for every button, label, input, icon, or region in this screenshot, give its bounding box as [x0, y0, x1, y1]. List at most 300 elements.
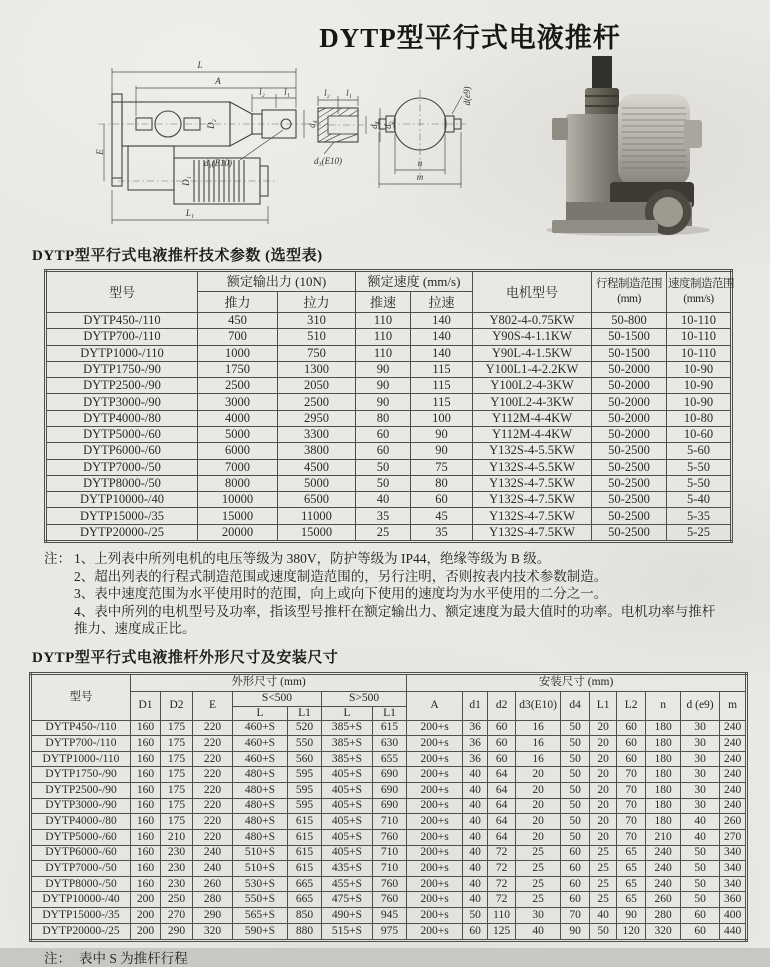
value-cell: 70: [617, 798, 646, 814]
table-row: [31, 798, 747, 814]
model-cell: DYTP2500-/90: [31, 783, 131, 799]
value-cell: 595: [288, 798, 322, 814]
value-cell: 880: [288, 923, 322, 940]
value-cell: 20: [590, 829, 617, 845]
col-header-pull-force: 拉力: [278, 292, 356, 313]
dim-label-l2: l₂: [259, 87, 265, 97]
value-cell: 64: [488, 783, 516, 799]
value-cell: 60: [356, 443, 411, 459]
value-cell: 50: [561, 720, 590, 736]
value-cell: 550+S: [233, 892, 288, 908]
value-cell: 20000: [198, 524, 278, 541]
value-cell: 455+S: [322, 876, 373, 892]
value-cell: 200+s: [407, 861, 463, 877]
value-cell: 36: [463, 751, 488, 767]
value-cell: 460+S: [233, 736, 288, 752]
table-row: [46, 345, 732, 361]
value-cell: 40: [463, 767, 488, 783]
value-cell: 10-90: [667, 361, 732, 377]
value-cell: 40: [463, 829, 488, 845]
value-cell: 710: [373, 861, 407, 877]
value-cell: Y132S-4-5.5KW: [473, 459, 592, 475]
dim-label-l1: l₁: [284, 87, 290, 97]
col2-header-L1: L1: [590, 691, 617, 720]
dim-label-m: m: [416, 172, 424, 182]
value-cell: 11000: [278, 508, 356, 524]
value-cell: 10-80: [667, 410, 732, 426]
value-cell: 405+S: [322, 767, 373, 783]
col2-header-install: 安装尺寸 (mm): [407, 673, 747, 691]
value-cell: 240: [193, 845, 233, 861]
value-cell: 80: [356, 410, 411, 426]
value-cell: 90: [411, 443, 473, 459]
col2-header-L1-lt: L1: [288, 706, 322, 720]
value-cell: 240: [720, 798, 747, 814]
value-cell: 5000: [278, 475, 356, 491]
value-cell: 515+S: [322, 923, 373, 940]
value-cell: 340: [720, 876, 747, 892]
value-cell: 20: [590, 783, 617, 799]
value-cell: 200+s: [407, 814, 463, 830]
value-cell: 20: [590, 751, 617, 767]
value-cell: 25: [516, 892, 561, 908]
value-cell: 60: [488, 720, 516, 736]
col-header-rated-speed: 额定速度 (mm/s): [356, 271, 473, 292]
value-cell: 50: [561, 798, 590, 814]
value-cell: 20: [516, 783, 561, 799]
value-cell: 850: [288, 908, 322, 924]
value-cell: 240: [720, 720, 747, 736]
value-cell: 115: [411, 361, 473, 377]
value-cell: 60: [617, 751, 646, 767]
value-cell: Y132S-4-7.5KW: [473, 475, 592, 491]
value-cell: 340: [720, 861, 747, 877]
table-row: [31, 829, 747, 845]
value-cell: 20: [590, 720, 617, 736]
col2-header-L-lt: L: [233, 706, 288, 720]
value-cell: 220: [193, 767, 233, 783]
value-cell: 160: [131, 829, 161, 845]
value-cell: 70: [561, 908, 590, 924]
dim-label-d2: d₂: [383, 121, 393, 129]
value-cell: 60: [356, 426, 411, 442]
col2-header-outline: 外形尺寸 (mm): [131, 673, 407, 691]
col2-header-s-lt-500: S<500: [233, 691, 322, 706]
value-cell: 10-110: [667, 313, 732, 329]
value-cell: 6000: [198, 443, 278, 459]
value-cell: 50-2500: [592, 524, 667, 541]
value-cell: 180: [646, 814, 681, 830]
value-cell: 480+S: [233, 798, 288, 814]
value-cell: 290: [193, 908, 233, 924]
value-cell: 210: [161, 829, 193, 845]
value-cell: 64: [488, 798, 516, 814]
value-cell: 40: [356, 492, 411, 508]
value-cell: 70: [617, 814, 646, 830]
value-cell: 50: [561, 736, 590, 752]
value-cell: 60: [617, 720, 646, 736]
value-cell: 175: [161, 798, 193, 814]
value-cell: 30: [681, 736, 720, 752]
table-row: [31, 845, 747, 861]
value-cell: Y90S-4-1.1KW: [473, 329, 592, 345]
value-cell: 60: [561, 861, 590, 877]
value-cell: 615: [288, 861, 322, 877]
value-cell: 125: [488, 923, 516, 940]
value-cell: 160: [131, 767, 161, 783]
value-cell: 230: [161, 876, 193, 892]
value-cell: 50-1500: [592, 345, 667, 361]
dim-label-d4: d₄: [307, 120, 317, 128]
value-cell: 115: [411, 378, 473, 394]
dim-label-D1: D₁: [181, 176, 191, 186]
final-note-label: 注：: [44, 950, 71, 966]
value-cell: 310: [278, 313, 356, 329]
value-cell: 40: [463, 861, 488, 877]
value-cell: 240: [720, 736, 747, 752]
value-cell: 50: [561, 783, 590, 799]
value-cell: 20: [516, 829, 561, 845]
value-cell: 16: [516, 736, 561, 752]
value-cell: 25: [356, 524, 411, 541]
value-cell: 240: [720, 783, 747, 799]
value-cell: 30: [681, 767, 720, 783]
value-cell: 36: [463, 720, 488, 736]
value-cell: 60: [561, 892, 590, 908]
table-row: [31, 876, 747, 892]
dim-label-A: A: [215, 76, 221, 86]
value-cell: 200: [131, 923, 161, 940]
value-cell: 200+s: [407, 876, 463, 892]
value-cell: 140: [411, 329, 473, 345]
value-cell: 200: [131, 892, 161, 908]
value-cell: 5-50: [667, 459, 732, 475]
value-cell: 240: [720, 767, 747, 783]
value-cell: 90: [617, 908, 646, 924]
value-cell: 40: [463, 845, 488, 861]
value-cell: 4000: [198, 410, 278, 426]
value-cell: 60: [681, 923, 720, 940]
value-cell: Y132S-4-7.5KW: [473, 492, 592, 508]
value-cell: 50: [681, 892, 720, 908]
table-row: [46, 524, 732, 541]
value-cell: 50-1500: [592, 329, 667, 345]
value-cell: 35: [411, 524, 473, 541]
value-cell: 280: [646, 908, 681, 924]
table-row: [31, 751, 747, 767]
value-cell: 200: [131, 908, 161, 924]
value-cell: 20: [590, 798, 617, 814]
model-cell: DYTP6000-/60: [31, 845, 131, 861]
value-cell: 65: [617, 876, 646, 892]
value-cell: 200+s: [407, 923, 463, 940]
value-cell: 160: [131, 736, 161, 752]
value-cell: 110: [356, 313, 411, 329]
model-cell: DYTP450-/110: [46, 313, 198, 329]
value-cell: 175: [161, 720, 193, 736]
value-cell: 160: [131, 751, 161, 767]
value-cell: 615: [288, 845, 322, 861]
value-cell: 10-60: [667, 426, 732, 442]
value-cell: 220: [193, 736, 233, 752]
value-cell: 710: [373, 845, 407, 861]
value-cell: 45: [411, 508, 473, 524]
value-cell: 5-60: [667, 443, 732, 459]
value-cell: 220: [193, 720, 233, 736]
value-cell: 80: [411, 475, 473, 491]
stroke-range-line2: (mm): [617, 293, 641, 305]
value-cell: 405+S: [322, 845, 373, 861]
value-cell: 200+s: [407, 908, 463, 924]
value-cell: 110: [488, 908, 516, 924]
value-cell: 110: [356, 345, 411, 361]
model-cell: DYTP20000-/25: [46, 524, 198, 541]
value-cell: 220: [193, 829, 233, 845]
value-cell: 655: [373, 751, 407, 767]
value-cell: 6500: [278, 492, 356, 508]
value-cell: 5-40: [667, 492, 732, 508]
value-cell: 405+S: [322, 783, 373, 799]
value-cell: 690: [373, 798, 407, 814]
value-cell: 340: [720, 845, 747, 861]
model-cell: DYTP8000-/50: [46, 475, 198, 491]
value-cell: 200+s: [407, 783, 463, 799]
value-cell: 510+S: [233, 845, 288, 861]
col-header-pull-speed: 拉速: [411, 292, 473, 313]
value-cell: 230: [161, 861, 193, 877]
table-row: [31, 767, 747, 783]
speed-range-line1: 速度制造范围: [668, 278, 735, 290]
value-cell: 200+s: [407, 892, 463, 908]
value-cell: 30: [681, 798, 720, 814]
col2-header-A: A: [407, 691, 463, 720]
value-cell: 200+s: [407, 720, 463, 736]
value-cell: 64: [488, 829, 516, 845]
value-cell: 1300: [278, 361, 356, 377]
value-cell: 320: [646, 923, 681, 940]
value-cell: 72: [488, 845, 516, 861]
col2-header-d4: d4: [561, 691, 590, 720]
value-cell: 50-2000: [592, 394, 667, 410]
model-cell: DYTP10000-/40: [31, 892, 131, 908]
value-cell: 160: [131, 720, 161, 736]
value-cell: 665: [288, 892, 322, 908]
value-cell: 160: [131, 798, 161, 814]
model-cell: DYTP15000-/35: [46, 508, 198, 524]
value-cell: 20: [516, 814, 561, 830]
value-cell: 2950: [278, 410, 356, 426]
value-cell: 270: [720, 829, 747, 845]
value-cell: 180: [646, 783, 681, 799]
value-cell: 290: [161, 923, 193, 940]
value-cell: 25: [516, 876, 561, 892]
col-header-push-speed: 推速: [356, 292, 411, 313]
value-cell: 175: [161, 814, 193, 830]
value-cell: 480+S: [233, 783, 288, 799]
value-cell: 260: [193, 876, 233, 892]
value-cell: 460+S: [233, 751, 288, 767]
value-cell: 615: [373, 720, 407, 736]
value-cell: 50-2000: [592, 426, 667, 442]
value-cell: 75: [411, 459, 473, 475]
value-cell: 595: [288, 783, 322, 799]
value-cell: 60: [681, 908, 720, 924]
value-cell: 60: [488, 751, 516, 767]
value-cell: 240: [193, 861, 233, 877]
value-cell: 35: [356, 508, 411, 524]
value-cell: 72: [488, 861, 516, 877]
value-cell: 50: [681, 845, 720, 861]
value-cell: 16: [516, 720, 561, 736]
model-cell: DYTP5000-/60: [31, 829, 131, 845]
model-cell: DYTP7000-/50: [31, 861, 131, 877]
value-cell: 520: [288, 720, 322, 736]
spec-table: [44, 269, 733, 543]
table-row: [46, 361, 732, 377]
dim-label-d3: d₃(E10): [203, 158, 233, 168]
value-cell: 260: [646, 892, 681, 908]
table-row: [46, 508, 732, 524]
table-row: [31, 736, 747, 752]
value-cell: 50-800: [592, 313, 667, 329]
value-cell: 25: [516, 861, 561, 877]
dimensions-table: [29, 672, 748, 942]
value-cell: 260: [720, 814, 747, 830]
table-row: [31, 923, 747, 940]
notes-label: 注：: [44, 551, 71, 566]
value-cell: 20: [516, 798, 561, 814]
table-row: [31, 720, 747, 736]
section1-heading: DYTP型平行式电液推杆技术参数 (选型表): [32, 248, 323, 264]
value-cell: 175: [161, 751, 193, 767]
value-cell: 175: [161, 736, 193, 752]
value-cell: 40: [463, 892, 488, 908]
value-cell: 3800: [278, 443, 356, 459]
rod-end-detail: [314, 88, 393, 166]
dim-label-d3b: d₃(E10): [313, 156, 343, 166]
col-header-push-force: 推力: [198, 292, 278, 313]
value-cell: 180: [646, 798, 681, 814]
value-cell: 405+S: [322, 814, 373, 830]
value-cell: 115: [411, 394, 473, 410]
value-cell: 3000: [198, 394, 278, 410]
table-row: [31, 861, 747, 877]
value-cell: 385+S: [322, 736, 373, 752]
value-cell: 50: [561, 751, 590, 767]
col2-header-n: n: [646, 691, 681, 720]
value-cell: 2500: [278, 394, 356, 410]
value-cell: 7000: [198, 459, 278, 475]
model-cell: DYTP1000-/110: [46, 345, 198, 361]
value-cell: 760: [373, 829, 407, 845]
value-cell: 50: [561, 767, 590, 783]
value-cell: 220: [193, 751, 233, 767]
col2-header-d2: d2: [488, 691, 516, 720]
value-cell: 5000: [198, 426, 278, 442]
value-cell: 630: [373, 736, 407, 752]
value-cell: 200+s: [407, 845, 463, 861]
col-header-stroke-range: [592, 271, 667, 313]
value-cell: 50-2500: [592, 459, 667, 475]
value-cell: 160: [131, 876, 161, 892]
value-cell: 615: [288, 814, 322, 830]
value-cell: 64: [488, 767, 516, 783]
model-cell: DYTP15000-/35: [31, 908, 131, 924]
value-cell: 50-2500: [592, 475, 667, 491]
value-cell: 175: [161, 767, 193, 783]
value-cell: 90: [356, 361, 411, 377]
value-cell: 25: [590, 861, 617, 877]
model-cell: DYTP4000-/80: [46, 410, 198, 426]
col-header-model: 型号: [46, 271, 198, 313]
dim-label-D2: D₂: [206, 119, 216, 129]
value-cell: 25: [590, 892, 617, 908]
value-cell: 400: [720, 908, 747, 924]
value-cell: 180: [646, 751, 681, 767]
model-cell: DYTP3000-/90: [31, 798, 131, 814]
value-cell: 240: [646, 876, 681, 892]
value-cell: 180: [646, 767, 681, 783]
value-cell: 945: [373, 908, 407, 924]
speed-range-line2: (mm/s): [683, 293, 714, 305]
notes-block: [44, 550, 716, 638]
value-cell: 1000: [198, 345, 278, 361]
value-cell: Y100L1-4-2.2KW: [473, 361, 592, 377]
actuator-side-view: [95, 60, 317, 224]
value-cell: Y802-4-0.75KW: [473, 313, 592, 329]
value-cell: 405+S: [322, 829, 373, 845]
value-cell: 50: [681, 876, 720, 892]
value-cell: Y132S-4-5.5KW: [473, 443, 592, 459]
value-cell: 50-2000: [592, 410, 667, 426]
table-row: [46, 492, 732, 508]
value-cell: 180: [646, 736, 681, 752]
value-cell: 16: [516, 751, 561, 767]
value-cell: 60: [617, 736, 646, 752]
value-cell: 200+s: [407, 751, 463, 767]
value-cell: 200+s: [407, 829, 463, 845]
model-cell: DYTP7000-/50: [46, 459, 198, 475]
model-cell: DYTP700-/110: [31, 736, 131, 752]
value-cell: 220: [193, 783, 233, 799]
value-cell: 20: [590, 767, 617, 783]
value-cell: Y132S-4-7.5KW: [473, 524, 592, 541]
product-photo: [540, 54, 735, 236]
value-cell: 50: [681, 861, 720, 877]
value-cell: Y132S-4-7.5KW: [473, 508, 592, 524]
value-cell: 110: [356, 329, 411, 345]
value-cell: 595: [288, 767, 322, 783]
model-cell: DYTP2500-/90: [46, 378, 198, 394]
col2-header-d1: d1: [463, 691, 488, 720]
value-cell: 40: [681, 814, 720, 830]
value-cell: 30: [681, 751, 720, 767]
value-cell: Y100L2-4-3KW: [473, 394, 592, 410]
value-cell: 40: [590, 908, 617, 924]
value-cell: 20: [590, 814, 617, 830]
value-cell: 475+S: [322, 892, 373, 908]
value-cell: 15000: [278, 524, 356, 541]
value-cell: 760: [373, 892, 407, 908]
value-cell: 65: [617, 861, 646, 877]
value-cell: 690: [373, 783, 407, 799]
value-cell: 50-2500: [592, 443, 667, 459]
model-cell: DYTP6000-/60: [46, 443, 198, 459]
model-cell: DYTP8000-/50: [31, 876, 131, 892]
value-cell: 975: [373, 923, 407, 940]
value-cell: 140: [411, 345, 473, 361]
value-cell: 50: [356, 459, 411, 475]
